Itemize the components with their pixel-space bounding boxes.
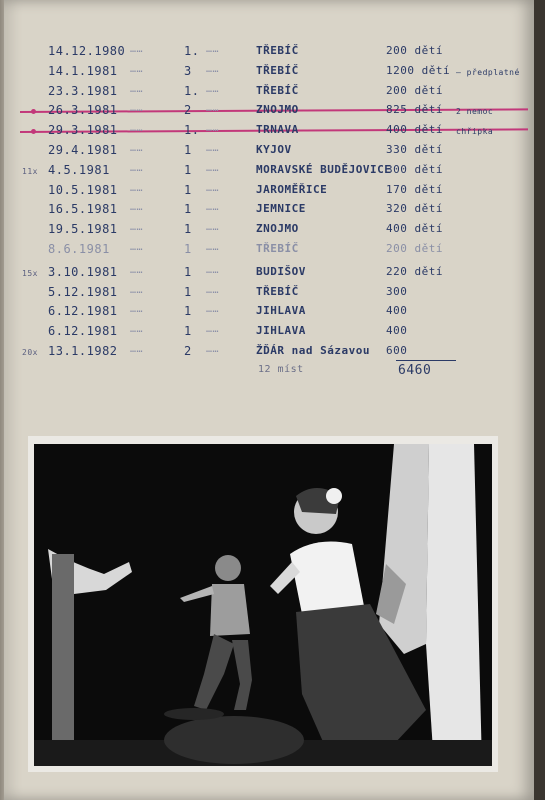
- round-table: [164, 716, 304, 764]
- leader-dots: ……: [130, 222, 144, 233]
- leader-dots: ……: [206, 344, 220, 355]
- ledger-row: [0, 163, 545, 183]
- leader-dots: ……: [206, 123, 220, 134]
- venue-name: MORAVSKÉ BUDĚJOVICE: [256, 163, 392, 176]
- performance-date: 3.10.1981: [48, 265, 118, 279]
- venue-name: JIHLAVA: [256, 324, 306, 337]
- ledger-row: [0, 344, 545, 364]
- leader-dots: ……: [130, 103, 144, 114]
- performance-date: 8.6.1981: [48, 242, 110, 256]
- venue-name: BUDIŠOV: [256, 265, 306, 278]
- performance-count: 1: [184, 265, 192, 279]
- ledger-row: [0, 242, 545, 262]
- performance-count: 2: [184, 103, 192, 117]
- total-underline: [396, 360, 456, 361]
- leader-dots: ……: [206, 44, 220, 55]
- leader-dots: ……: [130, 123, 144, 134]
- audience-total: 6460: [398, 363, 432, 378]
- leader-dots: ……: [206, 202, 220, 213]
- leader-dots: ……: [130, 344, 144, 355]
- child-head: [215, 555, 241, 581]
- row-tally-note: 11x: [22, 167, 38, 176]
- leader-dots: ……: [206, 222, 220, 233]
- leader-dots: ……: [206, 324, 220, 335]
- leader-dots: ……: [130, 64, 144, 75]
- audience-remark: 2 nemoc: [456, 107, 494, 116]
- venue-name: ZNOJMO: [256, 222, 299, 235]
- performance-date: 14.1.1981: [48, 64, 118, 78]
- leader-dots: ……: [130, 163, 144, 174]
- audience-size: 200 dětí: [386, 242, 443, 255]
- audience-size: 400: [386, 304, 408, 317]
- leader-dots: ……: [206, 163, 220, 174]
- audience-size: 330 dětí: [386, 143, 443, 156]
- leader-dots: ……: [130, 143, 144, 154]
- venue-name: TŘEBÍČ: [256, 44, 299, 57]
- ledger-row: [0, 202, 545, 222]
- performance-date: 16.5.1981: [48, 202, 118, 216]
- ledger-row: [0, 84, 545, 104]
- venue-name: TŘEBÍČ: [256, 285, 299, 298]
- ledger-row: [0, 324, 545, 344]
- audience-size: 400 dětí: [386, 123, 443, 136]
- row-tally-note: 20x: [22, 348, 38, 357]
- audience-size: 220 dětí: [386, 265, 443, 278]
- leader-dots: ……: [206, 84, 220, 95]
- leader-dots: ……: [130, 285, 144, 296]
- audience-size: 825 dětí: [386, 103, 443, 116]
- performance-date: 26.3.1981: [48, 103, 118, 117]
- row-tally-note: 15x: [22, 269, 38, 278]
- performance-count: 1: [184, 324, 192, 338]
- performance-count: 1: [184, 183, 192, 197]
- ledger-row: [0, 64, 545, 84]
- leader-dots: ……: [206, 143, 220, 154]
- leader-dots: ……: [130, 242, 144, 253]
- audience-remark: chřipka: [456, 127, 494, 136]
- venue-name: ZNOJMO: [256, 103, 299, 116]
- performance-count: 1: [184, 222, 192, 236]
- leader-dots: ……: [206, 285, 220, 296]
- venue-name: JAROMĚŘICE: [256, 183, 328, 196]
- leader-dots: ……: [130, 304, 144, 315]
- ledger-row: [0, 44, 545, 64]
- performance-count: 1.: [184, 44, 200, 58]
- ledger-row: [0, 304, 545, 324]
- ledger-row: [0, 222, 545, 242]
- ledger-row: [0, 183, 545, 203]
- child-striped-shirt: [210, 584, 250, 636]
- performance-count: 1: [184, 163, 192, 177]
- performance-date: 29.4.1981: [48, 143, 118, 157]
- audience-size: 600: [386, 344, 408, 357]
- leader-dots: ……: [130, 265, 144, 276]
- places-note: 12 míst: [258, 364, 304, 375]
- performance-count: 2: [184, 344, 192, 358]
- venue-name: TŘEBÍČ: [256, 64, 299, 77]
- photo-scene: [34, 444, 492, 766]
- hair-bow: [326, 488, 342, 504]
- leader-dots: ……: [130, 183, 144, 194]
- audience-size: 1200 dětí: [386, 64, 451, 77]
- performance-count: 1.: [184, 84, 200, 98]
- venue-name: JIHLAVA: [256, 304, 306, 317]
- audience-size: 300 dětí: [386, 163, 443, 176]
- ledger-row: [0, 123, 545, 143]
- leader-dots: ……: [130, 84, 144, 95]
- performance-count: 1: [184, 285, 192, 299]
- leader-dots: ……: [206, 103, 220, 114]
- performance-date: 5.12.1981: [48, 285, 118, 299]
- performance-date: 13.1.1982: [48, 344, 118, 358]
- woman-blouse: [290, 542, 364, 614]
- performance-date: 10.5.1981: [48, 183, 118, 197]
- leader-dots: ……: [206, 242, 220, 253]
- venue-name: TŘEBÍČ: [256, 242, 299, 255]
- audience-size: 200 dětí: [386, 44, 443, 57]
- leader-dots: ……: [206, 304, 220, 315]
- performance-date: 6.12.1981: [48, 304, 118, 318]
- venue-name: TRNAVA: [256, 123, 299, 136]
- audience-size: 400 dětí: [386, 222, 443, 235]
- ledger-row: [0, 265, 545, 285]
- performance-date: 23.3.1981: [48, 84, 118, 98]
- performance-count: 1: [184, 304, 192, 318]
- audience-size: 400: [386, 324, 408, 337]
- performance-count: 1: [184, 202, 192, 216]
- audience-remark: – předplatné: [456, 68, 520, 77]
- leader-dots: ……: [206, 265, 220, 276]
- performance-count: 1: [184, 242, 192, 256]
- venue-name: TŘEBÍČ: [256, 84, 299, 97]
- venue-name: JEMNICE: [256, 202, 306, 215]
- performance-date: 6.12.1981: [48, 324, 118, 338]
- stage-photograph: [34, 444, 492, 766]
- audience-size: 300: [386, 285, 408, 298]
- performance-count: 3: [184, 64, 192, 78]
- leader-dots: ……: [206, 183, 220, 194]
- audience-size: 200 dětí: [386, 84, 443, 97]
- leader-dots: ……: [206, 64, 220, 75]
- performance-count: 1: [184, 143, 192, 157]
- ledger-row: [0, 103, 545, 123]
- venue-name: ŽĎÁR nad Sázavou: [256, 344, 370, 357]
- performance-date: 14.12.1980: [48, 44, 126, 58]
- curtain-right: [426, 444, 482, 766]
- leader-dots: ……: [130, 44, 144, 55]
- ledger-row: [0, 285, 545, 305]
- ledger-row: [0, 143, 545, 163]
- leader-dots: ……: [130, 324, 144, 335]
- audience-size: 170 dětí: [386, 183, 443, 196]
- audience-size: 320 dětí: [386, 202, 443, 215]
- venue-name: KYJOV: [256, 143, 292, 156]
- performance-date: 29.3.1981: [48, 123, 118, 137]
- performance-date: 19.5.1981: [48, 222, 118, 236]
- performance-count: 1.: [184, 123, 200, 137]
- leader-dots: ……: [130, 202, 144, 213]
- performance-date: 4.5.1981: [48, 163, 110, 177]
